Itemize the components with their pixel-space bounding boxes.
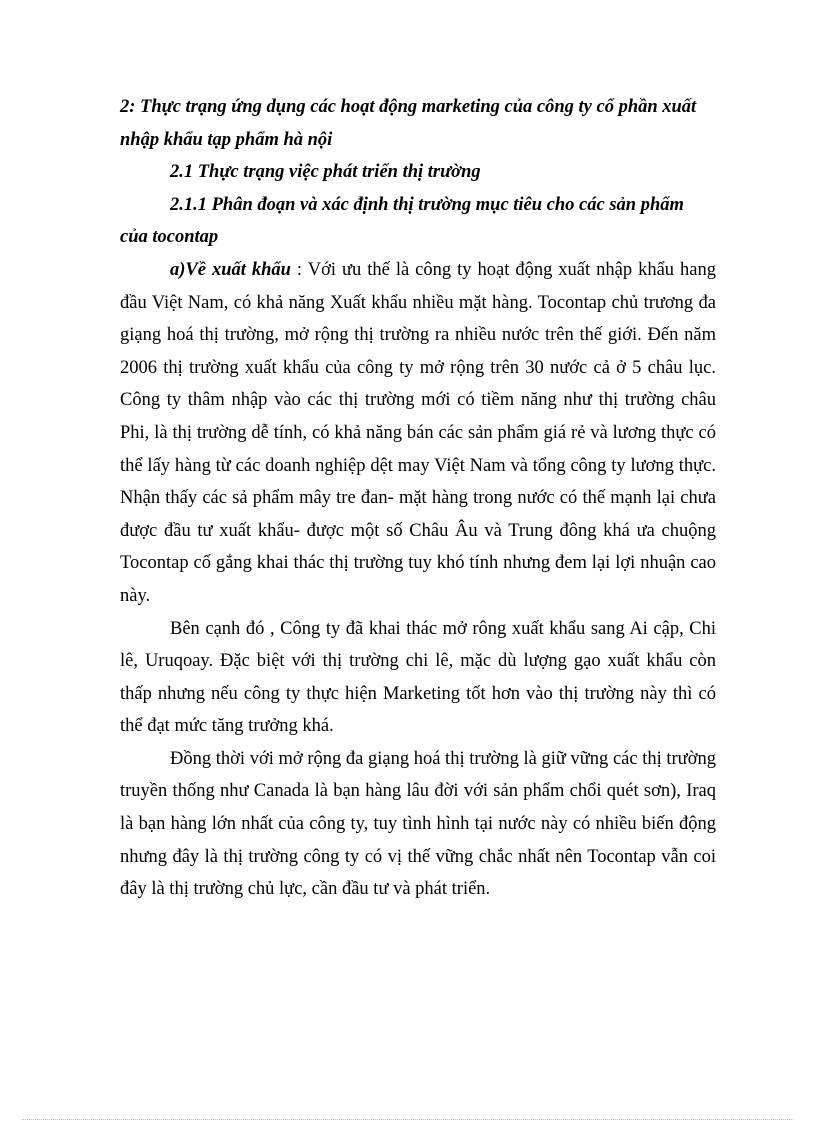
paragraph-body: : Với ưu thế là công ty hoạt động xuất nhập khẩu hang đầu Việt Nam, có khả năng Xuất khẩu nhiều mặt hàng. Tocontap chủ trương đa giạng hoá thị trường, mở rộng thị trường ra nhiều nước trên thế giới. Đến năm 2006 thị trường xuất khẩu của công ty mở rộng trên 30 nước cả ở 5 châu lục. Công ty thâm nhập vào các thị trường mới có tiềm năng như thị trường châu Phi, là thị trường dễ tính, có khả năng bán các sản phẩm giá rẻ và lương thực có thể lấy hàng từ các doanh nghiệp dệt may Việt Nam và tổng công ty lương thực. Nhận thấy các sả phẩm mây tre đan- mặt hàng trong nước có thế mạnh lại chưa được đầu tư xuất khẩu- được một số Châu Âu và Trung đông khá ưa chuộng Tocontap cố gắng khai thác thị trường tuy khó tính nhưng đem lại lợi nhuận cao này. [120, 259, 716, 606]
paragraph-export [120, 254, 716, 613]
paragraph-lead: a)Về xuất khẩu [170, 259, 291, 280]
paragraph-new-markets: Bên cạnh đó , Công ty đã khai thác mở rông xuất khẩu sang Ai cập, Chi lê, Uruqoay. Đặc biệt với thị trường chi lê, mặc dù lượng gạo xuất khẩu còn thấp nhưng nếu công ty thực hiện Marketing tốt hơn vào thị trường này thì có thể đạt mức tăng trưởng khá. [120, 618, 716, 737]
subsection-heading: 2.1 Thực trạng việc phát triển thị trường [170, 162, 481, 183]
subsubsection-heading: 2.1.1 Phân đoạn và xác định thị trường mục tiêu cho các sản phẩm của tocontap [120, 194, 684, 248]
document-page [120, 91, 716, 906]
page-bottom-rule [22, 1119, 794, 1120]
section-heading: 2: Thực trạng ứng dụng các hoạt động marketing của công ty cổ phần xuất nhập khẩu tạp phẩm hà nội [120, 97, 697, 150]
paragraph-traditional-markets: Đồng thời với mở rộng đa giạng hoá thị trường là giữ vững các thị trường truyền thống như Canada là bạn hàng lâu đời với sản phẩm chổi quét sơn), Iraq là bạn hàng lớn nhất của công ty, tuy tình hình tại nước này có nhiều biến động nhưng đây là thị trường công ty có vị thế vững chắc nhất nên Tocontap vẫn coi đây là thị trường chủ lực, cần đầu tư và phát triển. [120, 748, 716, 900]
